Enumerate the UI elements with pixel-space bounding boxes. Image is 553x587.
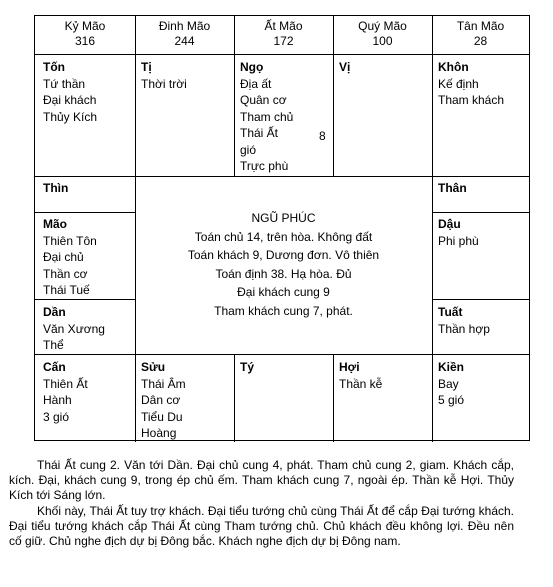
grid-line: [35, 54, 529, 55]
cell-title: Tốn: [43, 60, 65, 74]
cell-title: Thân: [438, 181, 467, 195]
cell-ton: [43, 59, 97, 125]
cell-thin: [43, 180, 68, 197]
grid-line: [135, 354, 136, 442]
cell-line: Tham khách: [438, 93, 505, 107]
notes-paragraph: Khối này, Thái Ất tuy trợ khách. Đại tiểu tướng chủ cùng Thái Ất để cắp Đại tướng khách. Đại tiểu tướng khách cắp Thái Ất cùng Tham tướng chủ. Chủ khách đều không lợi. Đều nên cố giữ. Chủ nghe địch dự bị Đông bắc. Khách nghe địch dự bị Đông nam.: [9, 503, 514, 549]
header-cell: [333, 19, 432, 49]
cell-line: Tứ thần: [43, 76, 86, 91]
cell-dan: [43, 304, 105, 354]
cell-line: Thần hợp: [438, 321, 490, 336]
cell-line: Đại chủ: [43, 250, 84, 264]
cell-line: Phi phù: [438, 233, 479, 248]
cell-dau: [438, 216, 479, 249]
header-cell: [135, 19, 234, 49]
header-number: 100: [372, 34, 393, 48]
cell-line: Đại khách: [43, 93, 97, 107]
cell-title: Mão: [43, 217, 67, 231]
center-line: Toán định 38. Hạ hòa. Đủ: [215, 266, 352, 281]
cell-title: Tý: [240, 360, 255, 374]
cell-line: Thể: [43, 338, 64, 352]
header-number: 316: [74, 34, 96, 48]
cell-line: Hoàng: [141, 426, 177, 440]
center-summary: [135, 209, 432, 320]
cell-title: Sửu: [141, 360, 166, 374]
cell-line: Thần kễ: [339, 376, 383, 391]
cell-line: Thái Tuế: [43, 283, 90, 297]
cell-suu: [141, 359, 186, 442]
cell-line: Địa ất: [240, 76, 272, 91]
cell-line: Thiên Ất: [43, 376, 88, 391]
header-name: Kỷ Mão: [64, 19, 106, 33]
cell-can: [43, 359, 88, 425]
cell-line: Quân cơ: [240, 93, 287, 107]
cell-title: Hợi: [339, 360, 360, 374]
cell-line: Trực phù: [240, 159, 289, 173]
grid-line: [35, 176, 529, 177]
cell-tuat: [438, 304, 490, 337]
notes-text: [9, 458, 514, 549]
cell-line: Tiểu Du: [141, 409, 183, 424]
header-name: Tân Mão: [456, 19, 505, 33]
header-name: Ất Mão: [264, 19, 303, 33]
grid-line: [432, 299, 529, 300]
grid-line: [432, 176, 433, 354]
cell-kien: [438, 359, 464, 409]
cell-title: Dần: [43, 305, 66, 319]
header-name: Quý Mão: [358, 19, 407, 33]
ngo-side-number: 8: [319, 129, 326, 143]
cell-line: Hành: [43, 393, 72, 407]
cell-line: Bay: [438, 376, 459, 391]
grid-line: [35, 354, 529, 355]
cell-ty: [240, 359, 254, 376]
cell-title: Cấn: [43, 360, 66, 374]
cell-line: Thái Âm: [141, 376, 186, 391]
cell-line: Kế định: [438, 76, 479, 91]
center-line: Toán khách 9, Dương đơn. Vô thiên: [187, 248, 380, 262]
cell-ti: [141, 59, 187, 92]
cell-title: Tuất: [438, 305, 463, 319]
center-line: Toán chủ 14, trên hòa. Không đất: [194, 229, 373, 244]
cell-title: Vị: [339, 60, 351, 74]
center-line: Đại khách cung 9: [237, 285, 330, 299]
cell-line: Tham chủ: [240, 109, 294, 124]
grid-line: [432, 212, 529, 213]
grid-line: [333, 354, 334, 442]
cell-line: Thủy Kích: [43, 109, 98, 124]
grid-line: [432, 354, 433, 442]
grid-line: [35, 299, 135, 300]
grid-line: [234, 354, 235, 442]
cell-title: Tị: [141, 60, 152, 74]
cell-khon: [438, 59, 504, 109]
header-cell: [35, 19, 135, 49]
grid-line: [35, 212, 135, 213]
center-line: NGŨ PHÚC: [251, 211, 316, 225]
cell-line: Thời trời: [141, 76, 187, 91]
header-number: 28: [473, 34, 488, 48]
header-cell: [234, 19, 333, 49]
header-name: Đinh Mão: [158, 19, 211, 33]
notes-paragraph: Thái Ất cung 2. Văn tới Dần. Đại chủ cung 4, phát. Tham chủ cung 2, giam. Khách cắp, kích. Đại, khách cung 9, trong ép chủ ếm. Tham khách cung 7, ngoài ép. Thần kễ Hợi. Thủy Kích tới Sáng lớn.: [9, 458, 514, 503]
cell-hoi: [339, 359, 382, 392]
divination-grid: [34, 15, 530, 441]
cell-mao: [43, 216, 97, 299]
header-number: 172: [273, 34, 294, 48]
cell-ngo: [240, 59, 293, 175]
cell-line: Văn Xương: [43, 321, 105, 336]
cell-title: Dậu: [438, 217, 461, 231]
cell-title: Thìn: [43, 181, 69, 195]
cell-line: gió: [240, 142, 257, 157]
center-line: Tham khách cung 7, phát.: [214, 303, 353, 318]
cell-title: Khôn: [438, 60, 469, 74]
cell-title: Ngọ: [240, 60, 264, 74]
cell-title: Kiền: [438, 360, 465, 374]
header-number: 244: [174, 34, 195, 48]
header-cell: [432, 19, 529, 49]
cell-line: Thiên Tôn: [43, 233, 97, 248]
cell-line: 5 gió: [438, 393, 465, 407]
cell-line: Thái Ất: [240, 126, 279, 140]
cell-line: Dân cơ: [141, 393, 181, 407]
cell-than: [438, 180, 467, 197]
cell-vi: [339, 59, 350, 76]
cell-line: 3 gió: [43, 409, 70, 424]
cell-line: Thần cơ: [43, 266, 88, 281]
